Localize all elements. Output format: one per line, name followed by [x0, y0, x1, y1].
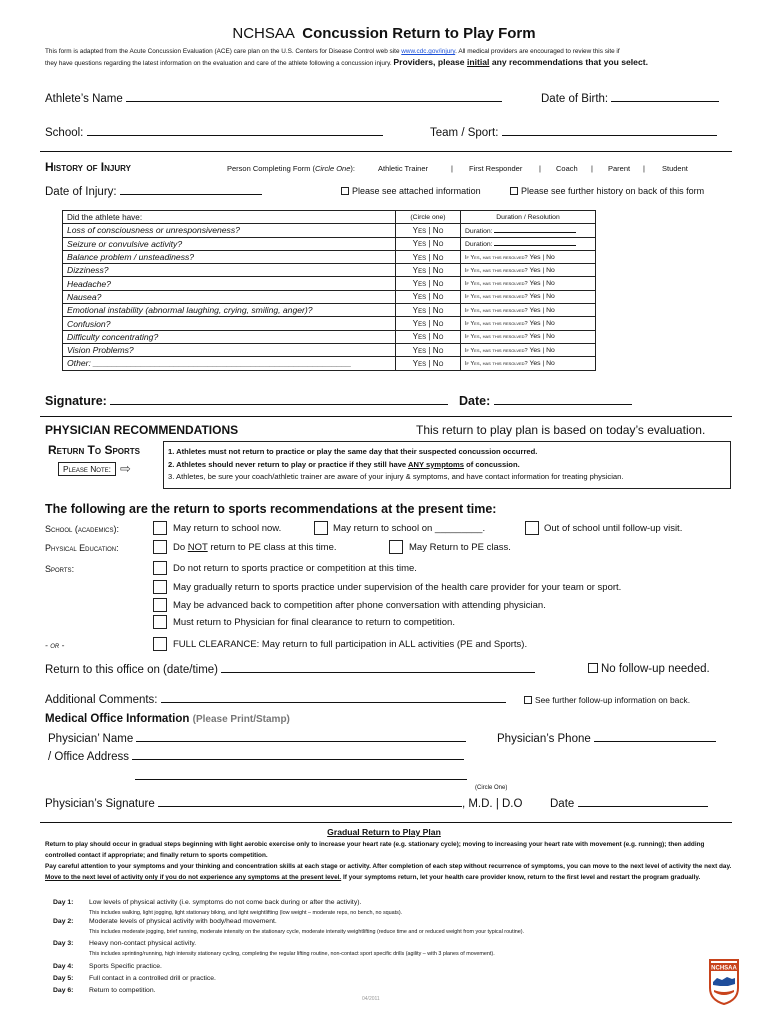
yes-no-choice[interactable]: Yes | No [396, 250, 461, 263]
yes-no-choice[interactable]: Yes | No [396, 343, 461, 356]
school-on-date-label: May return to school on _________. [333, 523, 486, 534]
divider-bar: | [591, 164, 593, 173]
checkbox[interactable] [524, 696, 532, 704]
resolved-yes[interactable]: Yes [529, 346, 541, 354]
school-now-checkbox[interactable] [153, 521, 167, 535]
resolved-yes[interactable]: Yes [529, 293, 541, 301]
or-label: - or - [45, 640, 65, 650]
symptom-label: Other: ______________________________________________________ [63, 357, 396, 370]
symptom-label: Loss of consciousness or unresponsiveness? [63, 224, 396, 237]
injury-table [62, 210, 596, 371]
day-detail: This includes sprinting/running, high intensity stationary cycling, completing the regular lifting routine, non-contact sport specific drills (agility – with 3 planes of movement). [89, 951, 495, 957]
yes-no-choice[interactable]: Yes | No [396, 304, 461, 317]
circle-one-label: (Circle One) [475, 785, 508, 791]
day-text: Moderate levels of physical activity with body/head movement. [89, 918, 277, 925]
day-label: Day 5: [53, 975, 74, 982]
yes-no-choice[interactable]: Yes | No [396, 290, 461, 303]
resolved-no[interactable]: No [546, 306, 555, 314]
role-student[interactable]: Student [662, 164, 688, 173]
divider-bar: | [451, 164, 453, 173]
full-clearance-label: FULL CLEARANCE: May return to full participation in ALL activities (PE and Sports). [173, 639, 528, 650]
resolved-no[interactable]: No [546, 359, 555, 367]
table-row [63, 237, 596, 250]
resolved-yes[interactable]: Yes [529, 253, 541, 261]
signature-field[interactable]: Signature: [45, 394, 448, 408]
yes-option[interactable]: Yes [412, 358, 427, 368]
signature-date-field[interactable]: Date: [459, 394, 632, 408]
yes-no-choice[interactable]: Yes | No [396, 330, 461, 343]
symptom-label: Difficulty concentrating? [63, 330, 396, 343]
resolved-yes[interactable]: Yes [529, 280, 541, 288]
yes-option[interactable]: Yes [412, 345, 427, 355]
no-option[interactable]: No [432, 239, 444, 249]
resolved-yes[interactable]: Yes [529, 333, 541, 341]
plan-title: Gradual Return to Play Plan [327, 827, 441, 837]
divider [40, 416, 732, 417]
plan-paragraph-2: Pay careful attention to your symptoms and your thinking and concentration skills at each stage or activity. After completion of each step without recurrence of symptoms, you can move to the next level of activity the next day. Move to the next level of activity only if you do not experience any symptoms at the present level. If your symptoms return, let your health care provider know, return to the first level and restart the program gradually. [45, 863, 732, 881]
resolved-yes[interactable]: Yes [529, 266, 541, 274]
no-option[interactable]: No [432, 225, 444, 235]
yes-no-choice[interactable]: Yes | No [396, 277, 461, 290]
day-item [53, 918, 277, 925]
resolved-no[interactable]: No [546, 293, 555, 301]
intro-text: This form is adapted from the Acute Concussion Evaluation (ACE) care plan on the U.S. Centers for Disease Control web site www.cdc.gov/injury. All medical providers are encouraged to review this site if they have questions regarding the latest information on the evaluation and care of the athlete following a concussion injury. Providers, please initial any recommendations that you select. [45, 48, 648, 67]
date-of-injury-field[interactable]: Date of Injury: [45, 185, 262, 198]
return-pe-label: May Return to PE class. [409, 542, 511, 553]
no-option[interactable]: No [432, 358, 444, 368]
yes-option[interactable]: Yes [412, 319, 427, 329]
role-first-responder[interactable]: First Responder [469, 164, 523, 173]
table-row [63, 304, 596, 317]
duration-field[interactable]: Duration: [461, 237, 596, 250]
day-detail: This includes walking, light jogging, light stationary biking, and light weightlifting (low weight – moderate reps, no bench, no squats). [89, 910, 403, 916]
office-address-line-2[interactable] [135, 770, 467, 783]
table-row [63, 277, 596, 290]
resolved-no[interactable]: No [546, 346, 555, 354]
table-row [63, 250, 596, 263]
symptom-label: Headache? [63, 277, 396, 290]
yes-option[interactable]: Yes [412, 292, 427, 302]
resolved-choice[interactable]: If Yes, has this resolved? Yes | No [461, 290, 596, 303]
school-field[interactable]: School: [45, 126, 383, 139]
attached-info-option[interactable]: Please see attached information [341, 186, 481, 196]
physician-title: PHYSICIAN RECOMMENDATIONS [45, 423, 239, 437]
day-item [53, 987, 156, 994]
nchsaa-logo [708, 958, 740, 1006]
cdc-link[interactable]: www.cdc.gov/injury [401, 48, 456, 55]
symptom-label: Nausea? [63, 290, 396, 303]
team-sport-field[interactable]: Team / Sport: [430, 126, 717, 139]
divider-bar: | [643, 164, 645, 173]
symptom-label: Confusion? [63, 317, 396, 330]
day-text: Return to competition. [89, 987, 156, 994]
checkbox[interactable] [510, 187, 518, 195]
symptom-label: Balance problem / unsteadiness? [63, 250, 396, 263]
role-coach[interactable]: Coach [556, 164, 578, 173]
day-text: Heavy non-contact physical activity. [89, 940, 197, 947]
comments-field[interactable]: Additional Comments: [45, 693, 506, 706]
no-pe-checkbox[interactable] [153, 540, 167, 554]
day-item [53, 975, 216, 982]
resolved-choice[interactable]: If Yes, has this resolved? Yes | No [461, 330, 596, 343]
yes-option[interactable]: Yes [412, 332, 427, 342]
providers-note: Providers, please initial any recommendations that you select. [393, 57, 648, 67]
day-item [53, 899, 361, 906]
no-followup-option[interactable]: No follow-up needed. [588, 663, 710, 675]
sports-option-3-checkbox[interactable] [153, 598, 167, 612]
yes-option[interactable]: Yes [412, 239, 427, 249]
no-option[interactable]: No [432, 252, 444, 262]
table-row [63, 264, 596, 277]
arrow-right-icon: ⇨ [120, 461, 131, 476]
no-option[interactable]: No [432, 332, 444, 342]
symptom-label: Dizziness? [63, 264, 396, 277]
duration-header: Duration / Resolution [461, 211, 596, 224]
resolved-no[interactable]: No [546, 333, 555, 341]
yes-no-choice[interactable]: Yes | No [396, 237, 461, 250]
resolved-yes[interactable]: Yes [529, 306, 541, 314]
plan-note: This return to play plan is based on today’s evaluation. [416, 423, 706, 437]
athlete-name-field[interactable]: Athlete’s Name [45, 92, 502, 105]
office-info-title: Medical Office Information (Please Print/Stamp) [45, 713, 290, 725]
resolved-choice[interactable]: If Yes, has this resolved? Yes | No [461, 317, 596, 330]
no-option[interactable]: No [432, 319, 444, 329]
notice-box: 1. Athletes must not return to practice or play the same day that their suspected concussion occurred. 2. Athletes should never return to play or practice if they still have ANY symptoms of concussion. 3. Athletes, be sure your coach/athletic trainer are aware of your injury & symptoms, and have contact information for treating physician. [163, 441, 731, 489]
resolved-no[interactable]: No [546, 320, 555, 328]
yes-option[interactable]: Yes [412, 265, 427, 275]
day-item [53, 940, 196, 947]
yes-no-choice[interactable]: Yes | No [396, 317, 461, 330]
table-row [63, 357, 596, 370]
yes-no-choice[interactable]: Yes | No [396, 264, 461, 277]
yes-option[interactable]: Yes [412, 279, 427, 289]
sports-option-4-checkbox[interactable] [153, 615, 167, 629]
day-label: Day 1: [53, 899, 74, 906]
sports-option-3: May be advanced back to competition after phone conversation with attending physician. [173, 600, 546, 611]
symptom-label: Emotional instability (abnormal laughing, crying, smiling, anger)? [63, 304, 396, 317]
day-label: Day 2: [53, 918, 74, 925]
no-pe-label: Do NOT return to PE class at this time. [173, 542, 337, 553]
sports-option-2: May gradually return to sports practice under supervision of the health care provider for your team or sport. [173, 582, 622, 593]
table-row [63, 330, 596, 343]
day-label: Day 6: [53, 987, 74, 994]
resolved-choice[interactable]: If Yes, has this resolved? Yes | No [461, 343, 596, 356]
resolved-choice[interactable]: If Yes, has this resolved? Yes | No [461, 264, 596, 277]
further-history-option[interactable]: Please see further history on back of this form [510, 186, 704, 196]
yes-no-choice[interactable]: Yes | No [396, 357, 461, 370]
sports-option-4: Must return to Physician for final clearance to return to competition. [173, 617, 455, 628]
sports-option-1: Do not return to sports practice or competition at this time. [173, 563, 417, 574]
day-label: Day 4: [53, 963, 74, 970]
return-pe-checkbox[interactable] [389, 540, 403, 554]
person-completing-label: Person Completing Form (Circle One): [227, 164, 355, 173]
dob-field[interactable]: Date of Birth: [541, 92, 719, 105]
plan-paragraph-1: Return to play should occur in gradual steps beginning with light aerobic exercise only to increase your heart rate (e.g. stationary cycle); moving to increasing your heart rate with movement (e.g. running); then adding controlled contact if appropriate; and finally return to sports competition. [45, 841, 705, 859]
org-name: NCHSAA [232, 25, 295, 42]
yes-option[interactable]: Yes [412, 252, 427, 262]
table-row [63, 317, 596, 330]
divider-bar: | [539, 164, 541, 173]
shield-icon [708, 958, 740, 1006]
form-title [0, 25, 768, 42]
resolved-yes[interactable]: Yes [529, 359, 541, 367]
form-name: Concussion Return to Play Form [302, 25, 536, 42]
checkbox[interactable] [341, 187, 349, 195]
resolved-choice[interactable]: If Yes, has this resolved? Yes | No [461, 304, 596, 317]
recommendations-title: The following are the return to sports recommendations at the present time: [45, 502, 497, 516]
day-item [53, 963, 162, 970]
return-office-field[interactable]: Return to this office on (date/time) [45, 663, 535, 676]
pe-label: Physical Education: [45, 543, 119, 553]
yes-option[interactable]: Yes [412, 305, 427, 315]
resolved-no[interactable]: No [546, 280, 555, 288]
day-text: Full contact in a controlled drill or practice. [89, 975, 216, 982]
office-address-field[interactable]: / Office Address [48, 750, 464, 763]
physician-signature-field[interactable]: Physician’s Signature , M.D. | D.O [45, 798, 523, 810]
yes-no-choice[interactable]: Yes | No [396, 224, 461, 237]
table-row [63, 343, 596, 356]
duration-field[interactable]: Duration: [461, 224, 596, 237]
return-to-sports-title: Return To Sports [48, 443, 141, 457]
physician-date-field[interactable]: Date [550, 797, 708, 810]
resolved-yes[interactable]: Yes [529, 320, 541, 328]
resolved-choice[interactable]: If Yes, has this resolved? Yes | No [461, 277, 596, 290]
school-now-label: May return to school now. [173, 523, 282, 534]
sports-option-2-checkbox[interactable] [153, 580, 167, 594]
out-of-school-label: Out of school until follow-up visit. [544, 523, 683, 534]
no-option[interactable]: No [432, 305, 444, 315]
no-option[interactable]: No [432, 345, 444, 355]
table-header-row [63, 211, 596, 224]
resolved-no[interactable]: No [546, 266, 555, 274]
table-row [63, 224, 596, 237]
out-of-school-checkbox[interactable] [525, 521, 539, 535]
school-on-date-checkbox[interactable] [314, 521, 328, 535]
physician-name-field[interactable]: Physician’ Name [48, 732, 466, 745]
role-parent[interactable]: Parent [608, 164, 631, 173]
no-option[interactable]: No [432, 265, 444, 275]
please-note-box: Please Note: [58, 462, 116, 476]
no-option[interactable]: No [432, 279, 444, 289]
footer-code: 04/2011 [362, 996, 380, 1002]
no-option[interactable]: No [432, 292, 444, 302]
question-header: Did the athlete have: [63, 211, 396, 224]
table-row [63, 290, 596, 303]
symptom-label: Seizure or convulsive activity? [63, 237, 396, 250]
role-athletic-trainer[interactable]: Athletic Trainer [378, 164, 429, 173]
history-title: History of Injury [45, 160, 131, 174]
see-further-option[interactable]: See further follow-up information on back. [524, 695, 690, 705]
sports-label: Sports: [45, 564, 75, 574]
physician-phone-field[interactable]: Physician’s Phone [497, 732, 716, 745]
day-detail: This includes moderate jogging, brief running, moderate intensity on the stationary cycle, moderate intensity weightlifting (reduce time and or reduced weight from your typical routine). [89, 929, 525, 935]
school-academics-label: School (academics): [45, 524, 120, 534]
day-text: Sports Specific practice. [89, 963, 162, 970]
symptom-label: Vision Problems? [63, 343, 396, 356]
divider [40, 822, 732, 823]
logo-text: NCHSAA [711, 965, 737, 972]
divider [40, 151, 732, 152]
sports-option-1-checkbox[interactable] [153, 561, 167, 575]
full-clearance-checkbox[interactable] [153, 637, 167, 651]
checkbox[interactable] [588, 663, 598, 673]
day-label: Day 3: [53, 940, 74, 947]
day-text: Low levels of physical activity (i.e. symptoms do not come back during or after the activity). [89, 899, 362, 906]
resolved-choice[interactable]: If Yes, has this resolved? Yes | No [461, 357, 596, 370]
resolved-choice[interactable]: If Yes, has this resolved? Yes | No [461, 250, 596, 263]
circle-header: (Circle one) [396, 211, 461, 224]
yes-option[interactable]: Yes [412, 225, 427, 235]
resolved-no[interactable]: No [546, 253, 555, 261]
